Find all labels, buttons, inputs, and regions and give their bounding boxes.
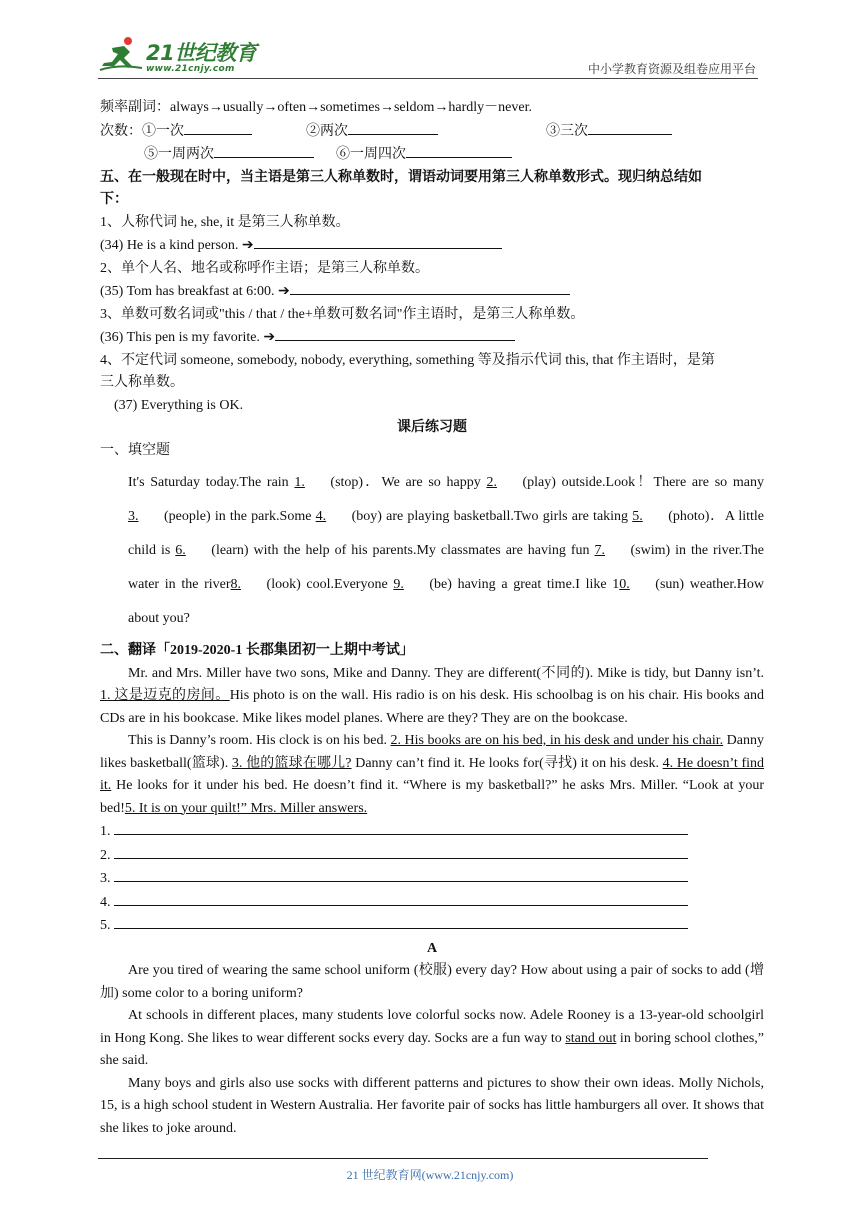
cloze-text: (learn) with the help of his parents.My classmates are having fun [211, 543, 595, 558]
paragraph-text: in boring school clothes,” she said. [100, 1030, 764, 1068]
times-3: ③三次 [546, 123, 588, 139]
answer-number: 5. [100, 918, 114, 933]
cloze-text: (sun) weather.How about you? [128, 577, 764, 626]
cloze-text: (be) having a great time.I like 1 [429, 577, 620, 592]
reading-paragraph-2 [100, 1005, 764, 1073]
rule-3: 3、单数可数名词或"this / that / the+单数可数名词"作主语时，是第三人称单数。 [100, 306, 585, 322]
cloze-text: (look) cool.Everyone [266, 577, 394, 592]
paragraph-text: Danny likes basketball(篮球). [100, 733, 764, 771]
answer-blank[interactable] [254, 234, 502, 249]
paragraph-text: At schools in different places, many students love colorful socks now. Adele Rooney is a 13-year-old schoolgirl in Hong Kong. She likes to wear different socks every day. Socks are a fun way to [100, 1008, 764, 1046]
translation-answer-lines [100, 820, 764, 938]
translation-paragraph-1 [100, 663, 764, 731]
times-label: 次数： [100, 123, 142, 139]
answer-row [100, 820, 764, 844]
times-line-2 [100, 143, 764, 167]
cloze-blank[interactable]: 1. [294, 475, 305, 490]
part-2-heading: 二、翻译「2019-2020-1 长郡集团初一上期中考试」 [100, 643, 414, 658]
cloze-text: (stop)．We are so happy [330, 475, 487, 490]
answer-row [100, 891, 764, 915]
rule-1: 1、人称代词 he, she, it 是第三人称单数。 [100, 214, 350, 230]
platform-name: 中小学教育资源及组卷应用平台 [587, 62, 756, 76]
reading-paragraph-1 [100, 960, 764, 1005]
q37: (37) Everything is OK. [114, 397, 244, 413]
paragraph-text: Many boys and girls also use socks with different patterns and pictures to show their own ideas. Molly Nichols, 15, is a high school student in Western Australia. Her favorite pair of socks has little hamburgers all over. It shows that she likes to joke around. [100, 1075, 765, 1136]
cloze-blank[interactable]: 7. [594, 543, 605, 558]
logo-title: 21世纪教育 [146, 41, 257, 65]
logo [98, 34, 256, 74]
cloze-text: (boy) are playing basketball.Two girls are taking [351, 509, 633, 524]
cloze-blank[interactable]: 5. [632, 509, 643, 524]
answer-number: 2. [100, 847, 114, 863]
freq-adverbs-line: 频率副词：always→usually→often→sometimes→seldom→hardly－never. [100, 100, 532, 115]
logo-url: www.21cnjy.com [146, 64, 235, 74]
answer-line[interactable] [114, 891, 688, 906]
underlined-sentence: 5. It is on your quilt!” Mrs. Miller answers. [124, 800, 368, 816]
times-line-1 [100, 120, 764, 144]
answer-number: 3. [100, 871, 114, 886]
q36-line [100, 326, 764, 350]
cloze-text: (people) in the park.Some [164, 509, 316, 524]
paragraph-text: This is Danny’s room. His clock is on his bed. [128, 733, 391, 748]
cloze-blank[interactable]: 8. [230, 577, 242, 592]
answer-blank[interactable] [184, 120, 252, 135]
header-rule [98, 78, 758, 79]
passage-label: A [426, 940, 438, 956]
answer-line[interactable] [114, 820, 688, 835]
answer-row [100, 844, 764, 868]
cloze-text: It's Saturday today.The rain [128, 475, 295, 490]
cloze-blank[interactable]: 0. [619, 577, 630, 592]
underlined-sentence: stand out [565, 1030, 617, 1046]
footer-rule [98, 1158, 708, 1159]
paragraph-text: Danny can’t find it. He looks for(寻找) it on his desk. [351, 755, 663, 771]
reading-paragraph-3 [100, 1073, 764, 1141]
q35-line [100, 280, 764, 304]
cloze-text: (photo)．A little child is [128, 509, 765, 558]
translation-paragraph-2 [100, 730, 764, 820]
answer-blank[interactable] [275, 326, 515, 341]
cloze-text: (swim) in the river.The water in the river [128, 543, 764, 592]
answer-blank[interactable] [214, 143, 314, 158]
paragraph-text: Mr. and Mrs. Miller have two sons, Mike and Danny. They are different(不同的). Mike is tidy, but Danny isn’t. [128, 665, 764, 681]
cloze-blank[interactable]: 3. [128, 509, 139, 524]
exercise-title: 课后练习题 [397, 420, 467, 435]
times-5: ⑤一周两次 [144, 147, 214, 162]
paragraph-text: Are you tired of wearing the same school uniform (校服) every day? How about using a pair of socks to add (增加) some color to a boring uniform? [100, 963, 764, 1001]
q36: (36) This pen is my favorite. ➔ [100, 330, 276, 345]
cloze-blank[interactable]: 4. [315, 509, 327, 524]
times-1: ①一次 [142, 123, 184, 139]
answer-blank[interactable] [406, 143, 512, 158]
underlined-sentence: 2. His books are on his bed, in his desk and under his chair. [390, 733, 724, 748]
part-1-heading: 一、填空题 [100, 442, 170, 458]
answer-line[interactable] [114, 867, 688, 882]
paragraph-text: His photo is on the wall. His radio is on his desk. His schoolbag is on his chair. His books and CDs are in his bookcase. Mike likes model planes. Where are they? They are on the bookcase. [100, 688, 764, 726]
section-5-heading-cont: 下： [100, 192, 128, 207]
underlined-sentence: 4. He doesn’t find it. [100, 755, 765, 793]
times-6: ⑥一周四次 [336, 147, 406, 162]
rule-4b: 三人称单数。 [100, 375, 184, 390]
cloze-blank[interactable]: 9. [393, 577, 404, 592]
paragraph-text: He looks for it under his bed. He doesn’t find it. “Where is my basketball?” he asks Mrs. Miller. “Look at your bed! [100, 778, 764, 816]
cloze-text: (play) outside.Look！There are so many [522, 475, 764, 490]
page-header [98, 30, 758, 80]
q34-line [100, 234, 764, 258]
rule-2: 2、单个人名、地名或称呼作主语；是第三人称单数。 [100, 260, 429, 276]
cloze-passage [100, 466, 764, 636]
q34: (34) He is a kind person. ➔ [100, 238, 254, 253]
cloze-blank[interactable]: 2. [486, 475, 497, 490]
times-2: ②两次 [306, 123, 348, 139]
answer-number: 1. [100, 824, 114, 839]
rule-4a: 4、不定代词 someone, somebody, nobody, everything, something 等及指示代词 this, that 作主语时，是第 [100, 352, 715, 368]
answer-blank[interactable] [290, 280, 570, 295]
footer-text: 21 世纪教育网(www.21cnjy.com) [346, 1168, 514, 1182]
answer-line[interactable] [114, 914, 688, 929]
answer-number: 4. [100, 894, 114, 910]
cloze-blank[interactable]: 6. [175, 543, 186, 558]
q35: (35) Tom has breakfast at 6:00. ➔ [100, 284, 290, 299]
answer-row [100, 914, 764, 938]
runner-logo-icon [98, 34, 144, 74]
answer-blank[interactable] [348, 120, 438, 135]
section-5-heading: 五、在一般现在时中，当主语是第三人称单数时，谓语动词要用第三人称单数形式。现归纳总结如 [100, 169, 702, 185]
answer-line[interactable] [114, 844, 688, 859]
underlined-sentence: 1. 这是迈克的房间。 [100, 688, 230, 703]
document-body [100, 97, 764, 1140]
answer-row [100, 867, 764, 891]
underlined-sentence: 3. 他的篮球在哪儿? [231, 755, 352, 771]
answer-blank[interactable] [588, 120, 672, 135]
